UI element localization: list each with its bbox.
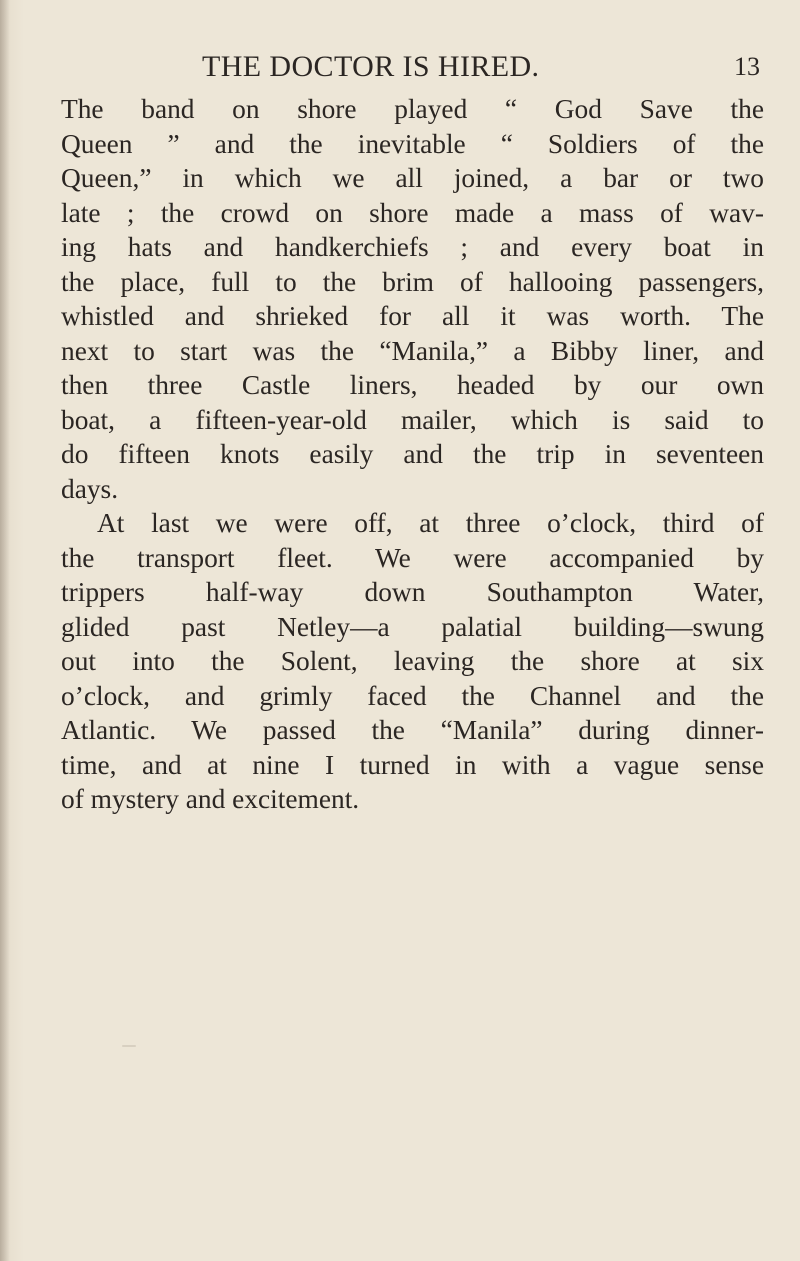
text-line: ing hats and handkerchiefs ; and every boat in xyxy=(61,232,764,262)
text-line: The band on shore played “ God Save the xyxy=(61,94,764,124)
text-line: do fifteen knots easily and the trip in seventeen xyxy=(61,439,764,469)
text-line: Queen,” in which we all joined, a bar or two xyxy=(61,163,764,193)
text-line: whistled and shrieked for all it was worth. The xyxy=(61,301,764,331)
text-line: of mystery and excitement. xyxy=(61,784,360,814)
page-number: 13 xyxy=(734,52,760,81)
text-line: Atlantic. We passed the “Manila” during dinner- xyxy=(61,715,764,745)
text-line: out into the Solent, leaving the shore at six xyxy=(61,646,764,676)
text-line: boat, a fifteen-year-old mailer, which is said to xyxy=(61,404,764,435)
running-head-title: THE DOCTOR IS HIRED. xyxy=(202,50,540,83)
text-line: days. xyxy=(61,473,119,504)
text-line: o’clock, and grimly faced the Channel and the xyxy=(61,680,764,711)
page-binding-shadow xyxy=(0,0,10,1261)
paper-mark xyxy=(122,1045,136,1047)
text-line: late ; the crowd on shore made a mass of wav- xyxy=(61,197,764,228)
text-line: trippers half-way down Southampton Water, xyxy=(61,577,764,607)
text-line: next to start was the “Manila,” a Bibby liner, and xyxy=(61,335,764,366)
text-line: the place, full to the brim of hallooing passengers, xyxy=(61,266,764,297)
body-text xyxy=(61,92,764,817)
text-line: then three Castle liners, headed by our own xyxy=(61,370,764,400)
text-line: At last we were off, at three o’clock, third of xyxy=(97,508,764,538)
text-line: glided past Netley—a palatial building—swung xyxy=(61,611,764,642)
running-head xyxy=(60,47,760,87)
text-line: Queen ” and the inevitable “ Soldiers of the xyxy=(61,128,764,159)
text-line: time, and at nine I turned in with a vague sense xyxy=(61,749,764,780)
text-line: the transport fleet. We were accompanied by xyxy=(61,542,764,573)
